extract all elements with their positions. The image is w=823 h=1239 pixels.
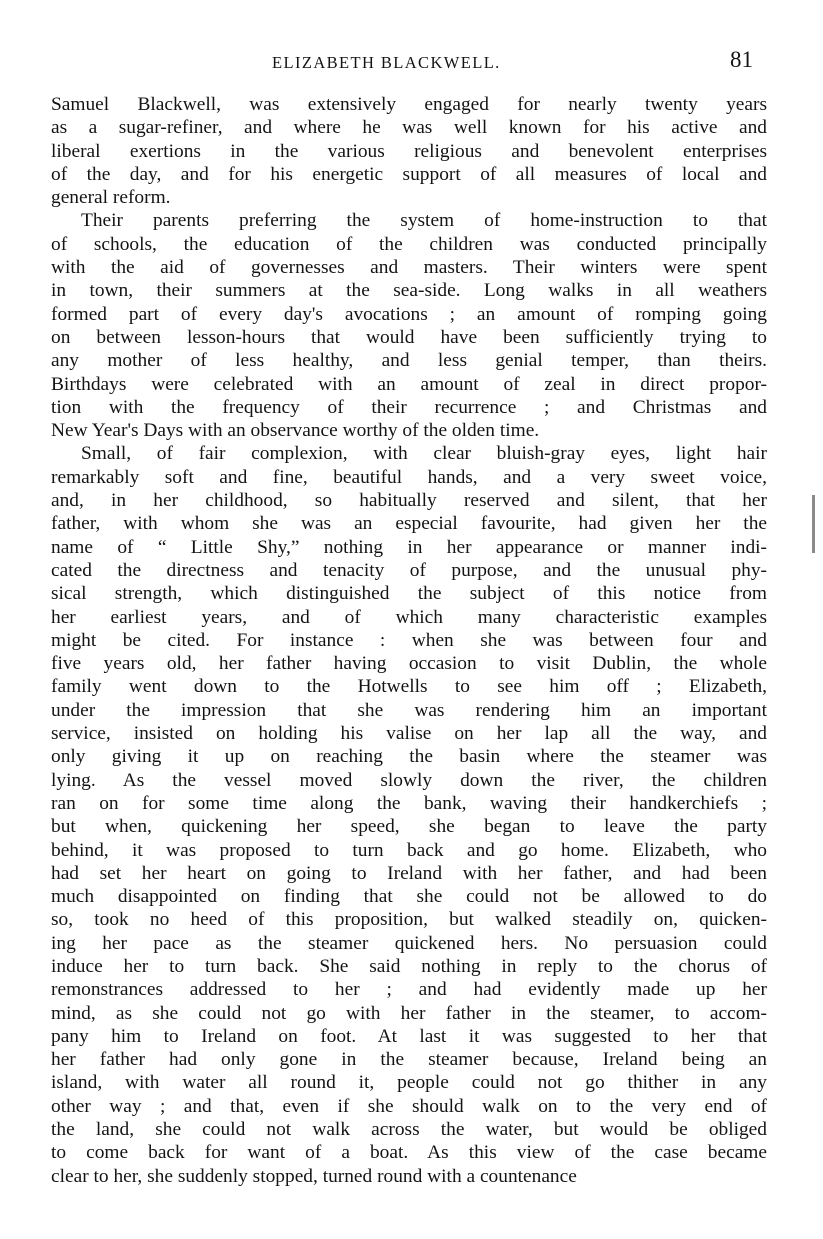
- text-line: much disappointed on finding that she could not be allowed to do: [51, 886, 767, 908]
- text-line: liberal exertions in the various religious and benevolent enterprises: [51, 140, 767, 162]
- text-line: on between lesson-hours that would have been sufficiently trying to: [51, 326, 767, 348]
- paragraph: [51, 442, 767, 1188]
- text-line: New Year's Days with an observance worthy of the olden time.: [51, 420, 540, 442]
- page-edge-mark: [812, 495, 815, 553]
- text-line: five years old, her father having occasion to visit Dublin, the whole: [51, 653, 767, 675]
- text-line: general reform.: [51, 187, 171, 209]
- text-line: ran on for some time along the bank, waving their handkerchiefs ;: [51, 792, 767, 814]
- text-line: but when, quickening her speed, she began to leave the party: [51, 816, 767, 838]
- text-line: as a sugar-refiner, and where he was well known for his active and: [51, 117, 767, 139]
- text-line: to come back for want of a boat. As this view of the case became: [51, 1142, 767, 1164]
- text-line: Samuel Blackwell, was extensively engaged for nearly twenty years: [51, 94, 767, 115]
- text-line: behind, it was proposed to turn back and go home. Elizabeth, who: [51, 839, 767, 861]
- text-line: clear to her, she suddenly stopped, turned round with a countenance: [51, 1165, 577, 1187]
- text-line: remonstrances addressed to her ; and had evidently made up her: [51, 979, 767, 1001]
- text-line: family went down to the Hotwells to see him off ; Elizabeth,: [51, 676, 767, 698]
- text-line: tion with the frequency of their recurrence ; and Christmas and: [51, 396, 767, 418]
- text-line: only giving it up on reaching the basin where the steamer was: [51, 746, 767, 768]
- text-line: island, with water all round it, people could not go thither in any: [51, 1072, 767, 1094]
- text-line: other way ; and that, even if she should walk on to the very end of: [51, 1095, 767, 1117]
- text-line: of the day, and for his energetic support of all measures of local and: [51, 163, 767, 185]
- text-line: Birthdays were celebrated with an amount of zeal in direct propor-: [51, 373, 767, 395]
- text-line: father, with whom she was an especial favourite, had given her the: [51, 513, 767, 535]
- paragraph: [51, 93, 767, 209]
- text-line: sical strength, which distinguished the subject of this notice from: [51, 583, 767, 605]
- body-text: [51, 93, 767, 1188]
- text-line: her earliest years, and of which many characteristic examples: [51, 606, 767, 628]
- text-line: name of “ Little Shy,” nothing in her appearance or manner indi-: [51, 536, 767, 558]
- text-line: and, in her childhood, so habitually reserved and silent, that her: [51, 490, 767, 512]
- text-line: under the impression that she was rendering him an important: [51, 699, 767, 721]
- text-line: mind, as she could not go with her father in the steamer, to accom-: [51, 1002, 767, 1024]
- text-line: had set her heart on going to Ireland with her father, and had been: [51, 862, 767, 884]
- text-line: in town, their summers at the sea-side. Long walks in all weathers: [51, 280, 767, 302]
- text-line: service, insisted on holding his valise on her lap all the way, and: [51, 723, 767, 745]
- text-line: cated the directness and tenacity of purpose, and the unusual phy-: [51, 559, 767, 581]
- text-line: pany him to Ireland on foot. At last it was suggested to her that: [51, 1025, 767, 1047]
- text-line: formed part of every day's avocations ; an amount of romping going: [51, 303, 767, 325]
- text-line: Their parents preferring the system of home-instruction to that: [81, 210, 767, 232]
- text-line: ing her pace as the steamer quickened hers. No persuasion could: [51, 932, 767, 954]
- text-line: Small, of fair complexion, with clear bluish-gray eyes, light hair: [81, 443, 767, 465]
- paragraph: [51, 209, 767, 442]
- text-line: remarkably soft and fine, beautiful hands, and a very sweet voice,: [51, 466, 767, 488]
- text-line: so, took no heed of this proposition, but walked steadily on, quicken-: [51, 909, 767, 931]
- text-line: any mother of less healthy, and less genial temper, than theirs.: [51, 350, 767, 372]
- text-line: of schools, the education of the children was conducted principally: [51, 233, 767, 255]
- text-line: with the aid of governesses and masters. Their winters were spent: [51, 257, 767, 279]
- text-line: the land, she could not walk across the water, but would be obliged: [51, 1119, 767, 1141]
- running-head: [0, 47, 823, 77]
- text-line: might be cited. For instance : when she was between four and: [51, 629, 767, 651]
- running-title: ELIZABETH BLACKWELL.: [272, 53, 501, 72]
- text-line: induce her to turn back. She said nothing in reply to the chorus of: [51, 955, 767, 977]
- text-line: her father had only gone in the steamer because, Ireland being an: [51, 1049, 767, 1071]
- text-line: lying. As the vessel moved slowly down the river, the children: [51, 769, 767, 791]
- page-number: 81: [730, 47, 753, 72]
